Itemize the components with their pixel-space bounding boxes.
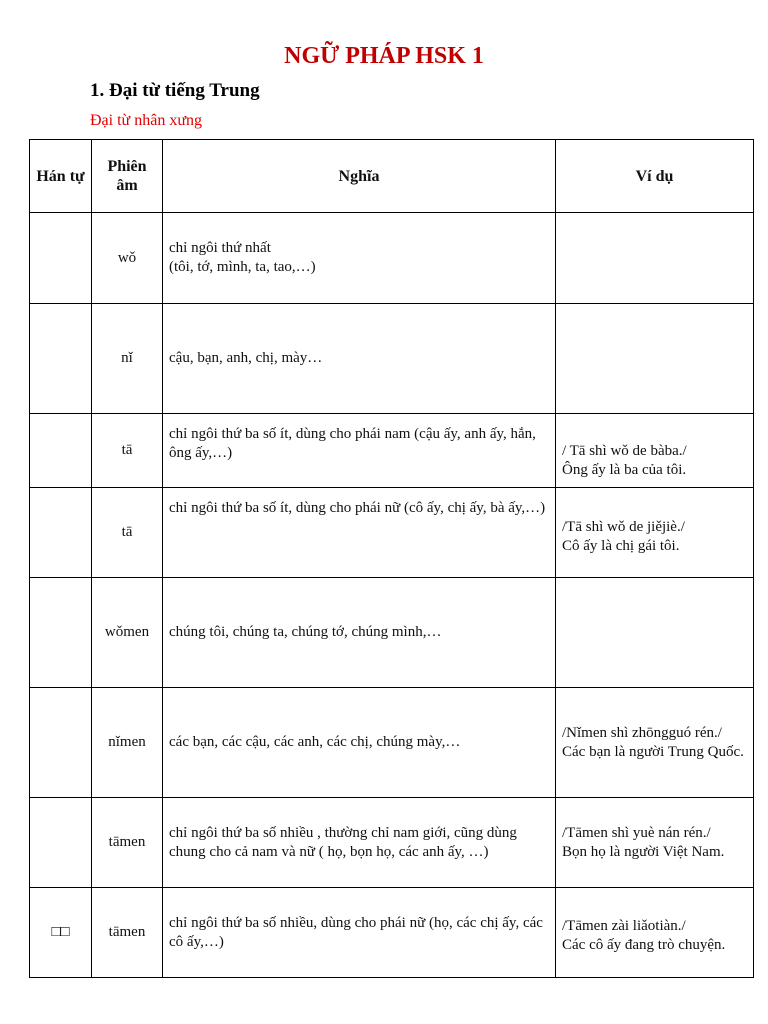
meaning-line: chỉ ngôi thứ ba số ít, dùng cho phái nữ (cô ấy, chị ấy, bà ấy,…) (169, 500, 546, 516)
cell-nghia (163, 414, 556, 488)
cell-phien-am: tāmen (92, 798, 163, 888)
example-line: Các cô ấy đang trò chuyện. (562, 937, 726, 953)
table-row (30, 488, 754, 578)
table-row (30, 414, 754, 488)
example-line: / Tā shì wǒ de bàba./ (562, 443, 687, 459)
meaning-line: chỉ ngôi thứ nhất (169, 240, 271, 256)
cell-han-tu (30, 798, 92, 888)
cell-phien-am: wǒ (92, 213, 163, 304)
cell-nghia (163, 688, 556, 798)
cell-nghia (163, 213, 556, 304)
meaning-line: chỉ ngôi thứ ba số nhiều , thường chỉ nam giới, cũng dùng chung cho cả nam và nữ ( họ, bọn họ, các anh ấy, …) (169, 824, 517, 860)
example-line: /Tāmen shì yuè nán rén./ (562, 824, 711, 841)
meaning-line: chỉ ngôi thứ ba số ít, dùng cho phái nam (cậu ấy, anh ấy, hắn, ông ấy,…) (169, 426, 536, 461)
example-line: Các bạn là người Trung Quốc. (562, 743, 744, 760)
table-row (30, 888, 754, 978)
example-line: /Tāmen zài liǎotiàn./ (562, 918, 686, 934)
cell-vi-du (556, 688, 754, 798)
cell-nghia (163, 488, 556, 578)
section-heading: 1. Đại từ tiếng Trung (90, 80, 260, 101)
meaning-line: cậu, bạn, anh, chị, mày… (169, 350, 323, 366)
cell-phien-am: tā (92, 414, 163, 488)
table-row (30, 304, 754, 414)
example-line: /Nǐmen shì zhōngguó rén./ (562, 724, 722, 741)
cell-vi-du (556, 213, 754, 304)
cell-vi-du (556, 414, 754, 488)
cell-nghia (163, 578, 556, 688)
cell-han-tu (30, 213, 92, 304)
cell-han-tu (30, 688, 92, 798)
cell-nghia (163, 888, 556, 978)
cell-nghia (163, 798, 556, 888)
cell-han-tu: □□ (30, 888, 92, 978)
table-body (30, 213, 754, 978)
cell-phien-am: tāmen (92, 888, 163, 978)
cell-vi-du (556, 304, 754, 414)
table-row (30, 213, 754, 304)
meaning-line: chỉ ngôi thứ ba số nhiều, dùng cho phái nữ (họ, các chị ấy, các cô ấy,…) (169, 914, 543, 950)
cell-han-tu (30, 488, 92, 578)
cell-vi-du (556, 888, 754, 978)
header-han-tu: Hán tự (30, 140, 92, 213)
cell-vi-du (556, 488, 754, 578)
cell-phien-am: nǐ (92, 304, 163, 414)
page-title: NGỮ PHÁP HSK 1 (284, 43, 484, 69)
table-row (30, 578, 754, 688)
table-header-row (30, 140, 754, 213)
example-line: Bọn họ là người Việt Nam. (562, 843, 725, 860)
example-line: Cô ấy là chị gái tôi. (562, 538, 680, 554)
cell-phien-am: wǒmen (92, 578, 163, 688)
header-phien-am: Phiên âm (92, 140, 163, 213)
example-line: /Tā shì wǒ de jiějiè./ (562, 519, 685, 535)
cell-phien-am: nǐmen (92, 688, 163, 798)
meaning-line: (tôi, tớ, mình, ta, tao,…) (169, 259, 316, 275)
pronoun-table (29, 139, 754, 978)
cell-phien-am: tā (92, 488, 163, 578)
header-nghia: Nghĩa (163, 140, 556, 213)
section-subheading: Đại từ nhân xưng (90, 112, 202, 129)
meaning-line: chúng tôi, chúng ta, chúng tớ, chúng mình,… (169, 624, 442, 640)
cell-han-tu (30, 414, 92, 488)
table-row (30, 688, 754, 798)
cell-han-tu (30, 304, 92, 414)
example-line: Ông ấy là ba của tôi. (562, 462, 687, 478)
cell-vi-du (556, 578, 754, 688)
header-vi-du: Ví dụ (556, 140, 754, 213)
meaning-line: các bạn, các cậu, các anh, các chị, chúng mày,… (169, 734, 461, 750)
cell-han-tu (30, 578, 92, 688)
cell-vi-du (556, 798, 754, 888)
table-row (30, 798, 754, 888)
cell-nghia (163, 304, 556, 414)
